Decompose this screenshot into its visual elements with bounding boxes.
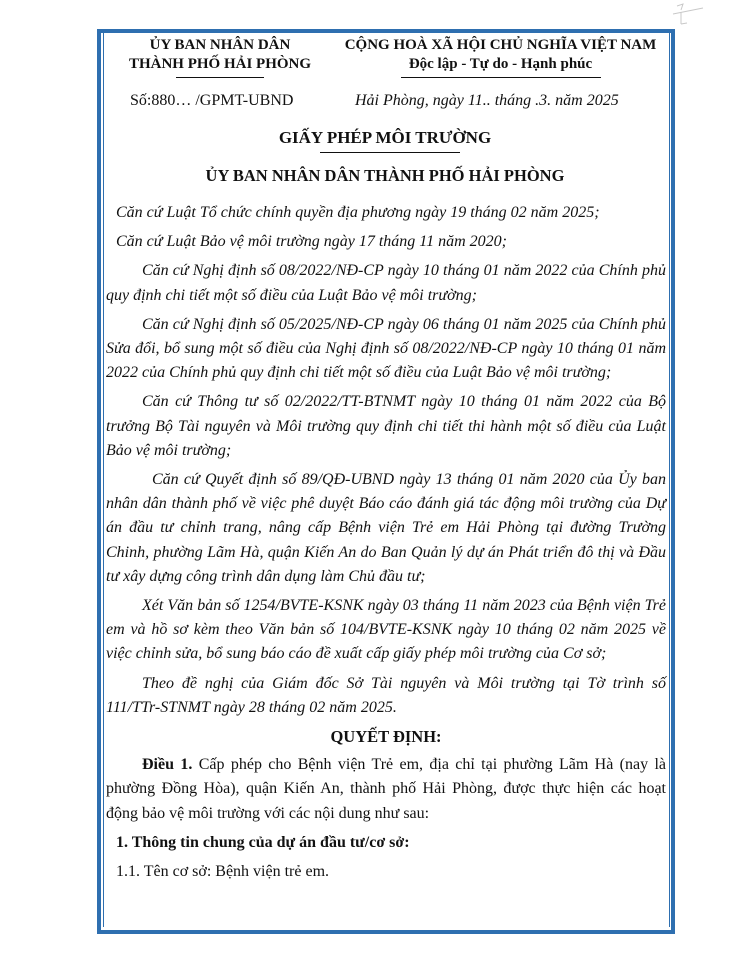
section-1-heading: 1. Thông tin chung của dự án đầu tư/cơ sở: xyxy=(116,833,410,851)
preamble-item: Căn cứ Quyết định số 89/QĐ-UBND ngày 13 tháng 01 năm 2020 của Ủy ban nhân dân thành phố về việc phê duyệt Báo cáo đánh giá tác động môi trường của Dự án đầu tư chỉnh trang, nâng cấp Bệnh viện Trẻ em Hải Phòng tại đường Trường Chinh, phường Lãm Hà, quận Kiến An do Ban Quản lý dự án Phát triển đô thị và Đầu tư xây dựng công trình dân dụng làm Chủ đầu tư; xyxy=(106,471,666,585)
issuing-authority xyxy=(120,36,320,78)
preamble-item: Căn cứ Luật Bảo vệ môi trường ngày 17 tháng 11 năm 2020; xyxy=(116,233,507,251)
authority-line-2: THÀNH PHỐ HẢI PHÒNG xyxy=(128,56,312,72)
preamble-item: Căn cứ Thông tư số 02/2022/TT-BTNMT ngày 10 tháng 01 năm 2022 của Bộ trưởng Bộ Tài nguyên và Môi trường quy định chi tiết thi hành một số điều của Luật Bảo vệ môi trường; xyxy=(106,393,666,459)
preamble-item: Xét Văn bản số 1254/BVTE-KSNK ngày 03 tháng 11 năm 2023 của Bệnh viện Trẻ em và hồ sơ kèm theo Văn bản số 104/BVTE-KSNK ngày 10 tháng 02 năm 2025 về việc chỉnh sửa, bổ sung báo cáo đề xuất cấp giấy phép môi trường của Cơ sở; xyxy=(106,597,666,663)
country-name: CỘNG HOÀ XÃ HỘI CHỦ NGHĨA VIỆT NAM xyxy=(344,37,657,53)
article-1-text: Cấp phép cho Bệnh viện Trẻ em, địa chỉ tại phường Lãm Hà (nay là phường Đồng Hòa), quận Kiến An, thành phố Hải Phòng, được thực hiện các hoạt động bảo vệ môi trường với các nội dung như sau: xyxy=(106,756,666,822)
national-motto xyxy=(333,36,668,78)
article-1 xyxy=(106,753,666,826)
preamble-item: Căn cứ Nghị định số 08/2022/NĐ-CP ngày 10 tháng 01 năm 2022 của Chính phủ quy định chi tiết một số điều của Luật Bảo vệ môi trường; xyxy=(106,262,666,304)
decision-heading: QUYẾT ĐỊNH: xyxy=(330,727,442,747)
issuer-heading: ỦY BAN NHÂN DÂN THÀNH PHỐ HẢI PHÒNG xyxy=(205,166,565,185)
document-number: Số:880… /GPMT-UBND xyxy=(130,92,294,109)
authority-underline xyxy=(176,77,264,78)
preamble-item: Căn cứ Luật Tổ chức chính quyền địa phương ngày 19 tháng 02 năm 2025; xyxy=(116,204,600,221)
document-date: Hải Phòng, ngày 11.. tháng .3. năm 2025 xyxy=(355,92,619,109)
pen-mark-icon xyxy=(655,2,715,26)
item-1-1: 1.1. Tên cơ sở: Bệnh viện trẻ em. xyxy=(116,863,330,881)
preamble-item: Theo đề nghị của Giám đốc Sở Tài nguyên và Môi trường tại Tờ trình số 111/TTr-STNMT ngày 28 tháng 02 năm 2025. xyxy=(106,674,666,716)
document-body xyxy=(106,201,666,889)
authority-line-1: ỦY BAN NHÂN DÂN xyxy=(149,37,291,53)
article-1-label: Điều 1. xyxy=(142,756,193,774)
motto-underline xyxy=(401,77,601,78)
title-underline xyxy=(320,152,460,153)
preamble-item: Căn cứ Nghị định số 05/2025/NĐ-CP ngày 06 tháng 01 năm 2025 của Chính phủ Sửa đổi, bổ sung một số điều của Nghị định số 08/2022/NĐ-CP ngày 10 tháng 01 năm 2022 của Chính phủ quy định chi tiết một số điều của Luật Bảo vệ môi trường; xyxy=(106,315,666,382)
motto: Độc lập - Tự do - Hạnh phúc xyxy=(408,56,593,72)
document-title: GIẤY PHÉP MÔI TRƯỜNG xyxy=(278,128,492,147)
